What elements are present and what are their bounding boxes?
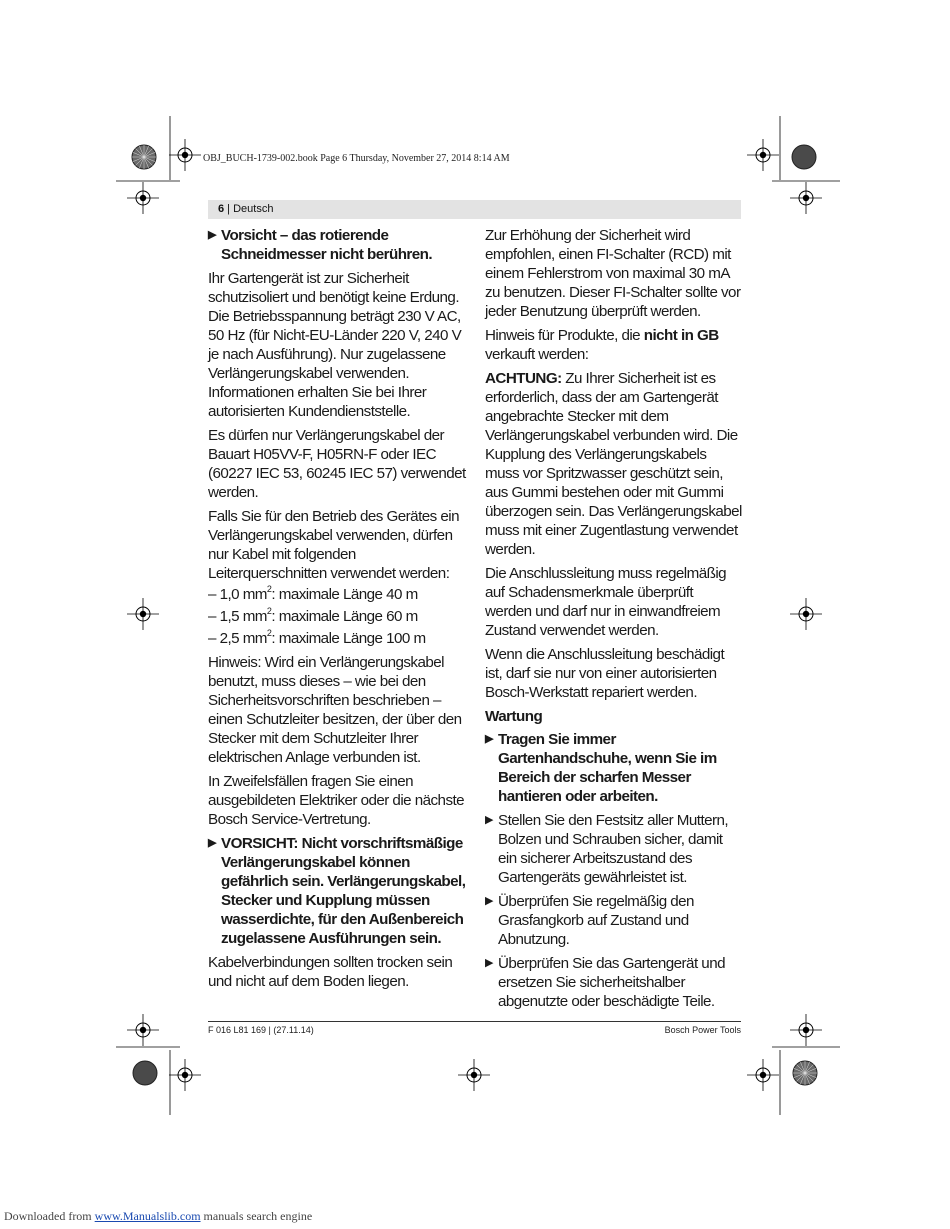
left-column xyxy=(208,226,466,996)
maintenance-bullet xyxy=(485,954,743,1011)
warning-bullet xyxy=(208,834,466,948)
cable-spec-item: – 1,5 $mm^2$: maximale Länge 60 m xyxy=(208,605,418,625)
paragraph: Es dürfen nur Verlängerungskabel der Bauart H05VV-F, H05RN-F oder IEC (60227 IEC 53, 60245 IEC 57) verwendet werden. xyxy=(208,427,466,501)
bullet-text: Stellen Sie den Festsitz aller Muttern, Bolzen und Schrauben sicher, damit ein sicherer Arbeitszustand des Gartengeräts gewährleistet ist. xyxy=(498,812,729,886)
print-slug: OBJ_BUCH-1739-002.book Page 6 Thursday, November 27, 2014 8:14 AM xyxy=(203,153,510,164)
bullet-arrow-icon: ▶ xyxy=(208,229,216,241)
paragraph: Kabelverbindungen sollten trocken sein und nicht auf dem Boden liegen. xyxy=(208,954,453,990)
manualslib-link[interactable]: www.Manualslib.com xyxy=(94,1209,201,1223)
footer-doc-number: F 016 L81 169 | (27.11.14) xyxy=(208,1025,314,1035)
download-suffix: manuals search engine xyxy=(200,1209,313,1223)
paragraph: Hinweis: Wird ein Verlängerungskabel benutzt, muss dieses – wie bei den Sicherheitsvorschriften beschrieben – einen Schutzleiter besitzen, der über den Stecker mit dem Schutzleiter Ihrer elektrischen Anlage verbunden ist. xyxy=(208,654,462,766)
paragraph: In Zweifelsfällen fragen Sie einen ausgebildeten Elektriker oder die nächste Bosch Service-Vertretung. xyxy=(208,773,465,828)
paragraph: Wenn die Anschlussleitung beschädigt ist, darf sie nur von einer autorisierten Bosch-Werkstatt repariert werden. xyxy=(485,646,725,701)
page-header-label xyxy=(218,203,273,215)
cable-spec-item: – 1,0 $mm^2$: maximale Länge 40 m xyxy=(208,583,418,603)
download-prefix: Downloaded from xyxy=(4,1209,95,1223)
header-separator: | xyxy=(224,203,234,215)
paragraph: Ihr Gartengerät ist zur Sicherheit schutzisoliert und benötigt keine Erdung. Die Betriebsspannung beträgt 230 V AC, 50 Hz (für Nicht-EU-Länder 220 V, 240 V je nach Ausführung). Nur zugelassene Verlängerungskabel verwenden. Informationen erhalten Sie bei Ihrer autorisierten Kundendienststelle. xyxy=(208,270,462,420)
page-number: 6 xyxy=(218,203,225,215)
header-language: Deutsch xyxy=(233,203,274,215)
bullet-arrow-icon: ▶ xyxy=(485,733,493,745)
bullet-arrow-icon: ▶ xyxy=(208,837,216,849)
right-column xyxy=(485,226,743,1016)
bullet-text: Vorsicht – das rotierende Schneidmesser nicht berühren. xyxy=(221,227,433,263)
cable-spec-item: – 2,5 $mm^2$: maximale Länge 100 m xyxy=(208,627,426,647)
bullet-arrow-icon: ▶ xyxy=(485,895,493,907)
maintenance-bullet xyxy=(485,811,743,887)
bullet-text: Überprüfen Sie regelmäßig den Grasfangkorb auf Zustand und Abnutzung. xyxy=(498,893,694,948)
paragraph: Zur Erhöhung der Sicherheit wird empfohlen, einen FI-Schalter (RCD) mit einem Fehlerstrom von maximal 30 mA zu benutzen. Dieser FI-Schalter sollte vor jeder Benutzung überprüft werden. xyxy=(485,227,741,320)
paragraph: Die Anschlussleitung muss regelmäßig auf Schadensmerkmale überprüft werden und darf nur in einwandfreiem Zustand verwendet werden. xyxy=(485,565,727,639)
footer-rule xyxy=(208,1021,741,1022)
warning-bullet xyxy=(208,226,466,264)
bullet-text: Tragen Sie immer Gartenhandschuhe, wenn Sie im Bereich der scharfen Messer hantieren oder arbeiten. xyxy=(498,731,717,805)
paragraph: Hinweis für Produkte, die nicht in GB verkauft werden: xyxy=(485,327,719,363)
download-notice xyxy=(4,1209,312,1224)
maintenance-bullet xyxy=(485,730,743,806)
paragraph: Falls Sie für den Betrieb des Gerätes ein Verlängerungskabel verwenden, dürfen nur Kabel mit folgenden Leiterquerschnitten verwendet werden: xyxy=(208,508,459,582)
section-heading: Wartung xyxy=(485,708,543,725)
bullet-text: VORSICHT: Nicht vorschriftsmäßige Verlängerungskabel können gefährlich sein. Verlängerungskabel, Stecker und Kupplung müssen wasserdichte, für den Außenbereich zugelassene Ausführungen sein. xyxy=(221,835,466,947)
page-header xyxy=(208,200,741,219)
footer-brand: Bosch Power Tools xyxy=(664,1025,741,1035)
bullet-text: Überprüfen Sie das Gartengerät und ersetzen Sie sicherheitshalber abgenutzte oder beschädigte Teile. xyxy=(498,955,725,1010)
bullet-arrow-icon: ▶ xyxy=(485,957,493,969)
bullet-arrow-icon: ▶ xyxy=(485,814,493,826)
maintenance-bullet xyxy=(485,892,743,949)
paragraph: ACHTUNG: Zu Ihrer Sicherheit ist es erforderlich, dass der am Gartengerät angebrachte Stecker mit dem Verlängerungskabel verbunden wird. Die Kupplung des Verlängerungskabels muss vor Spritzwasser geschützt sein, aus Gummi bestehen oder mit Gummi überzogen sein. Das Verlängerungskabel muss mit einer Zugentlastung verwendet werden. xyxy=(485,370,742,558)
